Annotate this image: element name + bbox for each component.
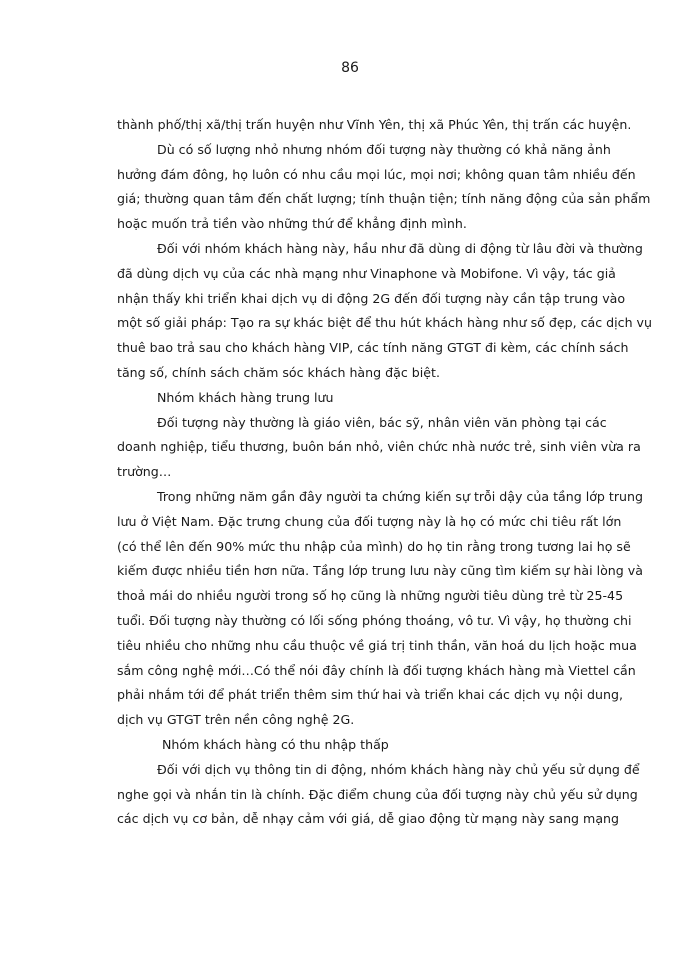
text-line: một số giải pháp: Tạo ra sự khác biệt để thu hút khách hàng như số đẹp, các dịch vụ [117, 315, 652, 331]
document-body [117, 113, 652, 832]
text-line: lưu ở Việt Nam. Đặc trưng chung của đối tượng này là họ có mức chi tiêu rất lớn [117, 513, 622, 529]
text-line: giá; thường quan tâm đến chất lượng; tính thuận tiện; tính năng động của sản phẩm [117, 191, 651, 207]
text-line: tăng số, chính sách chăm sóc khách hàng đặc biệt. [117, 364, 440, 380]
text-line: thành phố/thị xã/thị trấn huyện như Vĩnh Yên, thị xã Phúc Yên, thị trấn các huyện. [117, 117, 632, 132]
text-line: Dù có số lượng nhỏ nhưng nhóm đối tượng này thường có khả năng ảnh [157, 141, 611, 157]
text-line: doanh nghiệp, tiểu thương, buôn bán nhỏ, viên chức nhà nước trẻ, sinh viên vừa ra [117, 439, 641, 455]
text-line: dịch vụ GTGT trên nền công nghệ 2G. [117, 712, 355, 728]
text-line: Nhóm khách hàng có thu nhập thấp [162, 736, 389, 752]
text-line: Đối tượng này thường là giáo viên, bác sỹ, nhân viên văn phòng tại các [157, 414, 607, 430]
page-number: 86 [341, 60, 359, 76]
text-line: Đối với nhóm khách hàng này, hầu như đã dùng di động từ lâu đời và thường [157, 240, 643, 256]
text-line: đã dùng dịch vụ của các nhà mạng như Vinaphone và Mobifone. Vì vậy, tác giả [117, 265, 616, 281]
text-line: kiếm được nhiều tiền hơn nữa. Tầng lớp trung lưu này cũng tìm kiếm sự hài lòng và [117, 563, 643, 579]
text-line: Trong những năm gần đây người ta chứng kiến sự trỗi dậy của tầng lớp trung [157, 488, 643, 504]
text-line: hưởng đám đông, họ luôn có nhu cầu mọi lúc, mọi nơi; không quan tâm nhiều đến [117, 166, 636, 182]
text-line: hoặc muốn trả tiền vào những thứ để khẳng định mình. [117, 216, 467, 232]
text-line: thuê bao trả sau cho khách hàng VIP, các tính năng GTGT đi kèm, các chính sách [117, 340, 629, 356]
text-line: phải nhắm tới để phát triển thêm sim thứ hai và triển khai các dịch vụ nội dung, [117, 687, 623, 703]
text-line: các dịch vụ cơ bản, dễ nhạy cảm với giá, dễ giao động từ mạng này sang mạng [117, 811, 620, 827]
text-line: Nhóm khách hàng trung lưu [157, 389, 334, 405]
text-line: nghe gọi và nhắn tin là chính. Đặc điểm chung của đối tượng này chủ yếu sử dụng [117, 786, 638, 802]
text-line: Đối với dịch vụ thông tin di động, nhóm khách hàng này chủ yếu sử dụng để [157, 761, 640, 777]
text-line: nhận thấy khi triển khai dịch vụ di động 2G đến đối tượng này cần tập trung vào [117, 290, 626, 306]
text-line: thoả mái do nhiều người trong số họ cũng là những người tiêu dùng trẻ từ 25-45 [117, 588, 624, 604]
text-line: tiêu nhiều cho những nhu cầu thuộc về giá trị tinh thần, văn hoá du lịch hoặc mua [117, 637, 637, 653]
text-line: (có thể lên đến 90% mức thu nhập của mình) do họ tin rằng trong tương lai họ sẽ [117, 538, 631, 554]
text-line: trường… [117, 464, 172, 480]
text-line: sắm công nghệ mới…Có thể nói đây chính là đối tượng khách hàng mà Viettel cần [117, 662, 636, 678]
text-line: tuổi. Đối tượng này thường có lối sống phóng thoáng, vô tư. Vì vậy, họ thường chi [117, 612, 632, 628]
